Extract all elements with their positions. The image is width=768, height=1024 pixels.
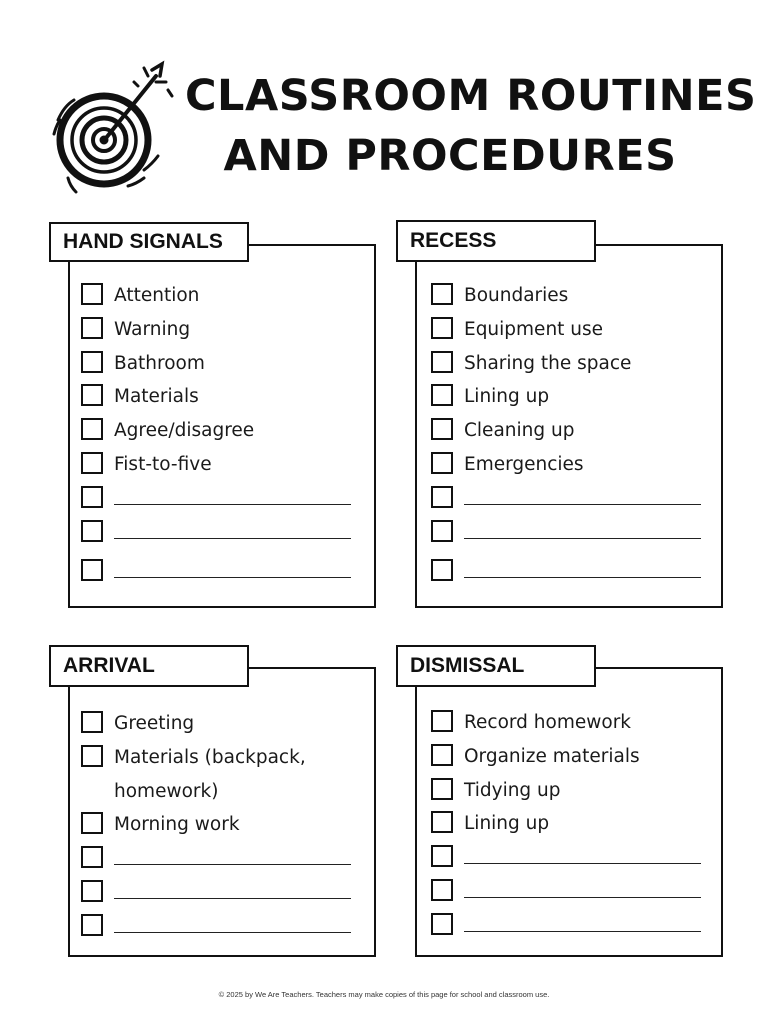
checklist-item-label: Fist-to-five bbox=[114, 453, 212, 475]
checkbox[interactable] bbox=[431, 384, 453, 406]
checklist-item-label: Bathroom bbox=[114, 352, 205, 374]
checkbox[interactable] bbox=[431, 913, 453, 935]
blank-item bbox=[81, 482, 254, 516]
checklist bbox=[431, 706, 640, 943]
copyright-footer: © 2025 by We Are Teachers. Teachers may make copies of this page for school and classroom use. bbox=[218, 990, 550, 999]
title-line-2: AND PROCEDURES bbox=[223, 131, 677, 181]
checklist-item-label: Organize materials bbox=[464, 745, 640, 767]
checklist bbox=[81, 279, 254, 589]
checklist-item bbox=[81, 448, 254, 482]
checkbox[interactable] bbox=[431, 351, 453, 373]
checklist bbox=[431, 279, 631, 589]
write-in-line[interactable] bbox=[114, 577, 351, 578]
checkbox[interactable] bbox=[431, 317, 453, 339]
checkbox[interactable] bbox=[81, 914, 103, 936]
checkbox[interactable] bbox=[81, 351, 103, 373]
checklist-item-label: Record homework bbox=[464, 712, 632, 733]
blank-item bbox=[431, 555, 631, 589]
checklist-item bbox=[431, 706, 640, 740]
checklist-item bbox=[431, 774, 640, 808]
blank-item bbox=[81, 876, 354, 910]
checkbox[interactable] bbox=[81, 384, 103, 406]
write-in-line[interactable] bbox=[464, 897, 701, 898]
checklist-item bbox=[431, 740, 640, 774]
checklist-item-label: Materials (backpack, homework) bbox=[114, 746, 306, 802]
checklist-item bbox=[81, 347, 254, 381]
checklist-item bbox=[81, 707, 354, 741]
blank-item bbox=[431, 875, 640, 909]
blank-item bbox=[81, 910, 354, 944]
write-in-line[interactable] bbox=[464, 863, 701, 864]
checklist-item-label: Cleaning up bbox=[464, 420, 575, 442]
blank-item bbox=[81, 842, 354, 876]
checklist-item-label: Attention bbox=[114, 285, 200, 306]
checklist-item-label: Emergencies bbox=[464, 453, 584, 475]
checklist-item-label: Materials bbox=[114, 386, 199, 408]
write-in-line[interactable] bbox=[114, 898, 351, 899]
checklist-item bbox=[81, 380, 254, 414]
checkbox[interactable] bbox=[431, 744, 453, 766]
title-line-1: CLASSROOM ROUTINES bbox=[185, 71, 757, 121]
checklist-item bbox=[431, 448, 631, 482]
checklist-item bbox=[431, 414, 631, 448]
checkbox[interactable] bbox=[81, 846, 103, 868]
checkbox[interactable] bbox=[81, 418, 103, 440]
section-title: RECESS bbox=[396, 220, 596, 262]
checklist-item-label: Lining up bbox=[464, 386, 550, 408]
section-title: DISMISSAL bbox=[396, 645, 596, 687]
checkbox[interactable] bbox=[431, 879, 453, 901]
checkbox[interactable] bbox=[81, 452, 103, 474]
checklist-item-label: Warning bbox=[114, 318, 191, 340]
checkbox[interactable] bbox=[431, 559, 453, 581]
checklist-item-label: Lining up bbox=[464, 813, 550, 835]
checkbox[interactable] bbox=[431, 486, 453, 508]
checkbox[interactable] bbox=[81, 711, 103, 733]
checkbox[interactable] bbox=[431, 778, 453, 800]
checklist-item-label: Boundaries bbox=[464, 285, 569, 306]
checkbox[interactable] bbox=[81, 559, 103, 581]
blank-item bbox=[431, 841, 640, 875]
checklist-item bbox=[81, 808, 354, 842]
checklist-item bbox=[431, 380, 631, 414]
checklist bbox=[81, 707, 354, 944]
blank-item bbox=[431, 482, 631, 516]
write-in-line[interactable] bbox=[114, 538, 351, 539]
checkbox[interactable] bbox=[81, 812, 103, 834]
checkbox[interactable] bbox=[431, 452, 453, 474]
checklist-item-label: Sharing the space bbox=[464, 352, 632, 374]
blank-item bbox=[81, 516, 254, 550]
blank-item bbox=[431, 516, 631, 550]
checklist-item bbox=[431, 279, 631, 313]
write-in-line[interactable] bbox=[464, 538, 701, 539]
write-in-line[interactable] bbox=[464, 577, 701, 578]
checklist-item bbox=[81, 279, 254, 313]
checkbox[interactable] bbox=[81, 745, 103, 767]
checkbox[interactable] bbox=[81, 520, 103, 542]
checklist-item-label: Equipment use bbox=[464, 318, 604, 340]
page-title bbox=[185, 66, 757, 186]
target-arrow-icon bbox=[52, 60, 176, 198]
checkbox[interactable] bbox=[431, 283, 453, 305]
section-title: ARRIVAL bbox=[49, 645, 249, 687]
checkbox[interactable] bbox=[431, 811, 453, 833]
checklist-item bbox=[431, 313, 631, 347]
checklist-item-label: Tidying up bbox=[464, 779, 561, 801]
checklist-item-label: Morning work bbox=[114, 814, 240, 836]
write-in-line[interactable] bbox=[114, 864, 351, 865]
checkbox[interactable] bbox=[431, 845, 453, 867]
checklist-item bbox=[431, 807, 640, 841]
write-in-line[interactable] bbox=[464, 931, 701, 932]
checkbox[interactable] bbox=[81, 880, 103, 902]
section-title: HAND SIGNALS bbox=[49, 222, 249, 262]
section-arrival bbox=[49, 645, 389, 957]
checklist-item-label: Greeting bbox=[114, 713, 195, 734]
section-recess bbox=[396, 220, 736, 608]
checklist-item bbox=[81, 741, 354, 809]
section-dismissal bbox=[396, 645, 736, 957]
checkbox[interactable] bbox=[431, 418, 453, 440]
write-in-line[interactable] bbox=[114, 932, 351, 933]
checkbox[interactable] bbox=[81, 317, 103, 339]
section-hand-signals bbox=[49, 222, 389, 608]
checklist-item bbox=[431, 347, 631, 381]
checkbox[interactable] bbox=[81, 283, 103, 305]
write-in-line[interactable] bbox=[464, 504, 701, 505]
checklist-item bbox=[81, 313, 254, 347]
checkbox[interactable] bbox=[81, 486, 103, 508]
checkbox[interactable] bbox=[431, 710, 453, 732]
checkbox[interactable] bbox=[431, 520, 453, 542]
blank-item bbox=[431, 909, 640, 943]
blank-item bbox=[81, 555, 254, 589]
write-in-line[interactable] bbox=[114, 504, 351, 505]
checklist-item bbox=[81, 414, 254, 448]
checklist-item-label: Agree/disagree bbox=[114, 420, 255, 442]
